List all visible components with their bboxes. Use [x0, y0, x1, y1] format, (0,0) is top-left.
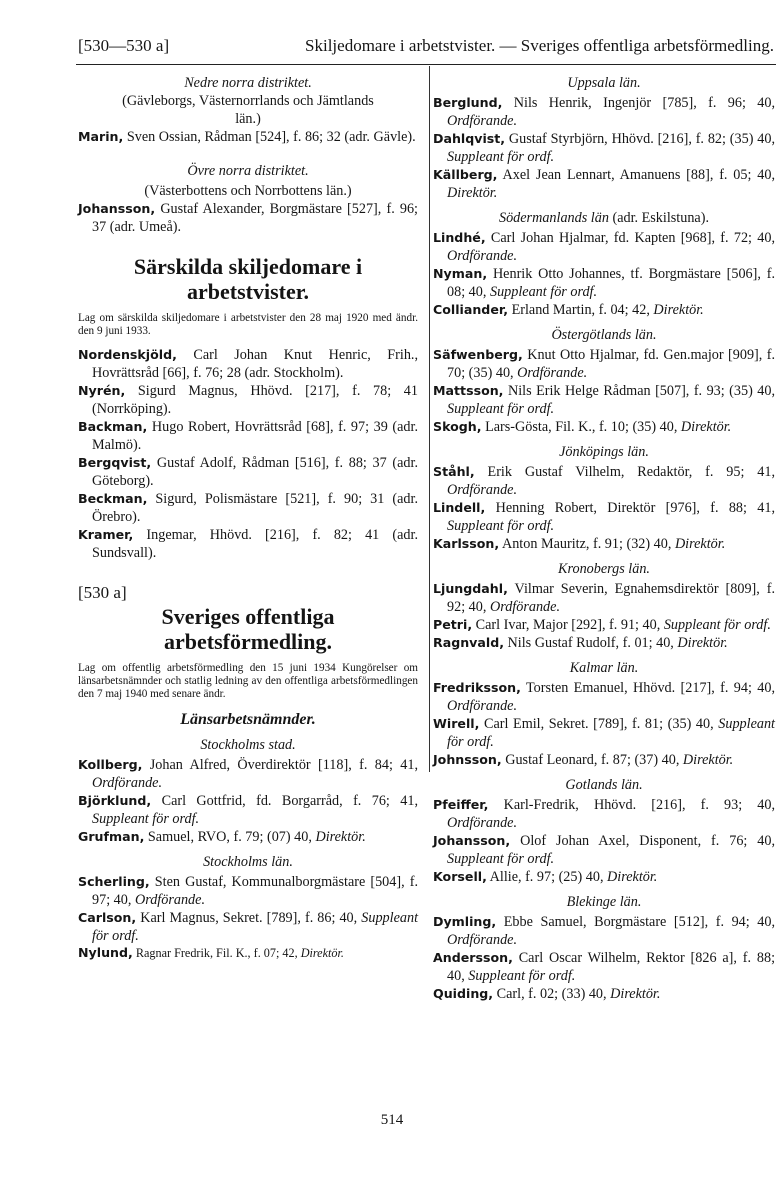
list-item: [78, 346, 418, 382]
entry-text: Karl Magnus, Sekret. [789], f. 86; 40,: [140, 910, 358, 926]
entry-role: Suppleant för ordf.: [447, 518, 555, 534]
list-item: [433, 499, 775, 535]
entry-role: Direktör.: [674, 536, 726, 552]
region-heading: Kronobergs län.: [558, 561, 650, 577]
entry-name: Lindhé,: [433, 230, 486, 245]
list-item: [433, 796, 775, 832]
section-title: Särskilda skiljedomare i arbetstvister.: [133, 254, 363, 304]
entry-name: Beckman,: [78, 491, 148, 506]
entry-name: Backman,: [78, 419, 148, 434]
list-item: [78, 873, 418, 909]
region-heading: Östergötlands län.: [551, 327, 657, 343]
entry-name: Ragnvald,: [433, 635, 504, 650]
entry-text: Sigurd Magnus, Hhövd. [217], f. 78; 41 (Norrköping).: [92, 383, 418, 417]
entry-name: Dahlqvist,: [433, 131, 506, 146]
law-reference: Lag om offentlig arbetsförmedling den 15 juni 1934 Kungörelser om länsarbetsnämnder och statlig ledning av den offentliga arbetsförmedlingen den 7 maj 1940 med senare ändr.: [78, 662, 418, 700]
entry-text: Allie, f. 97; (25) 40,: [489, 869, 604, 885]
district-heading: Övre norra distriktet.: [187, 163, 309, 179]
entry-text: Henning Robert, Direktör [976], f. 88; 41,: [495, 500, 776, 516]
entry-role: Direktör.: [677, 635, 728, 651]
entry-name: Johnsson,: [433, 752, 502, 767]
entry-text: Torsten Emanuel, Hhövd. [217], f. 94; 40,: [525, 680, 775, 696]
entry-text: Johan Alfred, Överdirektör [118], f. 84; 41,: [149, 757, 418, 773]
entry-text: Gustaf Leonard, f. 87; (37) 40,: [505, 752, 680, 768]
right-column: [433, 74, 775, 1003]
entry-name: Berglund,: [433, 95, 503, 110]
list-item: [433, 418, 775, 436]
list-item: [78, 454, 418, 490]
entry-name: Säfwenberg,: [433, 347, 523, 362]
list-item: [433, 949, 775, 985]
list-item: [78, 382, 418, 418]
entry-role: Suppleant för ordf.: [447, 401, 555, 417]
entry-text: Erland Martin, f. 04; 42,: [511, 302, 650, 318]
entry-text: Carl Oscar Wilhelm, Rektor [826 a], f. 88; 40,: [447, 950, 776, 984]
header-rule: [76, 64, 776, 65]
entry-name: Nyrén,: [78, 383, 126, 398]
entry-text: Henrik Otto Johannes, tf. Borgmästare [506], f. 08; 40,: [447, 266, 775, 300]
entry-text: Nils Erik Helge Rådman [507], f. 93; (35) 40,: [507, 383, 776, 399]
entry-text: Sten Gustaf, Kommunalborgmästare [504], f. 97; 40,: [92, 874, 419, 908]
entry-text: Sigurd, Polismästare [521], f. 90; 31 (adr. Örebro).: [92, 491, 419, 525]
entry-text: Karl-Fredrik, Hhövd. [216], f. 93; 40,: [503, 797, 776, 813]
region-heading: Kalmar län.: [569, 660, 639, 676]
list-item: [433, 580, 775, 616]
entry-text: Carl Johan Knut Henric, Frih., Hovrättsråd [66], f. 76; 28 (adr. Stockholm).: [92, 347, 419, 381]
entry-role: Suppleant för ordf.: [92, 811, 200, 827]
entry-name: Johansson,: [78, 201, 156, 216]
list-item: [433, 913, 775, 949]
list-item: [433, 616, 775, 634]
list-item: [433, 868, 775, 886]
column-divider: [429, 66, 430, 772]
entry-text: Carl Ivar, Major [292], f. 91; 40,: [475, 617, 661, 633]
entry-name: Korsell,: [433, 869, 487, 884]
list-item: [78, 828, 418, 846]
list-item: [433, 535, 775, 553]
district-note: (Västerbottens och Norrbottens län.): [144, 183, 352, 199]
list-item: [433, 382, 775, 418]
list-item: [433, 463, 775, 499]
left-column: [78, 74, 418, 961]
region-heading: Jönköpings län.: [559, 444, 649, 460]
entry-text: Gustaf Alexander, Borgmästare [527], f. 96; 37 (adr. Umeå).: [92, 201, 419, 235]
entry-name: Nordenskjöld,: [78, 347, 177, 362]
list-item: [433, 130, 775, 166]
header-section-range: [530—530 a]: [78, 36, 170, 55]
region-heading: [433, 209, 775, 227]
entry-role: Direktör.: [682, 752, 734, 768]
region-name: Södermanlands län: [498, 210, 609, 226]
entry-role: Direktör.: [300, 946, 344, 960]
list-item: [78, 200, 418, 236]
list-item: [433, 346, 775, 382]
list-item: [433, 832, 775, 868]
entry-name: Kollberg,: [78, 757, 143, 772]
entry-role: Ordförande.: [447, 113, 518, 129]
list-item: [433, 265, 775, 301]
list-item: [78, 756, 418, 792]
entry-name: Skogh,: [433, 419, 482, 434]
list-item: [78, 909, 418, 945]
entry-role: Ordförande.: [92, 775, 163, 791]
entry-role: Suppleant för ordf.: [489, 284, 598, 300]
entry-text: Ragnar Fredrik, Fil. K., f. 07; 42,: [135, 946, 298, 960]
entry-role: Direktör.: [447, 185, 498, 201]
entry-text: Knut Otto Hjalmar, fd. Gen.major [909], f. 70; (35) 40,: [447, 347, 776, 381]
running-header: [78, 36, 774, 56]
region-heading: Gotlands län.: [565, 777, 643, 793]
region-heading: Uppsala län.: [567, 75, 641, 91]
entry-text: Anton Mauritz, f. 91; (32) 40,: [501, 536, 672, 552]
entry-name: Grufman,: [78, 829, 145, 844]
entry-name: Karlsson,: [433, 536, 500, 551]
region-heading: Blekinge län.: [566, 894, 642, 910]
entry-text: Nils Gustaf Rudolf, f. 01; 40,: [507, 635, 674, 651]
district-heading: Nedre norra distriktet.: [184, 75, 312, 91]
entry-name: Quiding,: [433, 986, 494, 1001]
district-note: (Gävleborgs, Västernorrlands och Jämtlands län.): [122, 93, 374, 127]
entry-text: Carl Emil, Sekret. [789], f. 81; (35) 40,: [484, 716, 714, 732]
list-item: [78, 945, 418, 961]
entry-name: Lindell,: [433, 500, 486, 515]
entry-name: Nylund,: [78, 945, 133, 960]
region-heading: Stockholms län.: [203, 854, 293, 870]
entry-role: Suppleant för ordf.: [92, 910, 419, 944]
entry-name: Källberg,: [433, 167, 498, 182]
entry-name: Mattsson,: [433, 383, 504, 398]
entry-text: Sven Ossian, Rådman [524], f. 86; 32 (adr. Gävle).: [126, 129, 416, 145]
entry-name: Carlson,: [78, 910, 137, 925]
region-heading: Stockholms stad.: [200, 737, 296, 753]
entry-role: Ordförande.: [447, 698, 518, 714]
entry-role: Suppleant för ordf.: [663, 617, 771, 633]
region-address: (adr. Eskilstuna).: [612, 210, 710, 226]
list-item: [78, 490, 418, 526]
entry-role: Suppleant för ordf.: [447, 851, 555, 867]
entry-role: Ordförande.: [447, 482, 518, 498]
list-item: [78, 418, 418, 454]
entry-role: Ordförande.: [134, 892, 205, 908]
entry-role: Suppleant för ordf.: [447, 149, 555, 165]
entry-name: Björklund,: [78, 793, 152, 808]
entry-text: Carl Gottfrid, fd. Borgarråd, f. 76; 41,: [161, 793, 419, 809]
subsection-title: Länsarbetsnämnder.: [180, 711, 316, 728]
list-item: [433, 715, 775, 751]
entry-role: Direktör.: [680, 419, 732, 435]
entry-name: Colliander,: [433, 302, 509, 317]
entry-name: Andersson,: [433, 950, 513, 965]
header-title: Skiljedomare i arbetstvister. — Sveriges offentliga arbetsförmedling.: [305, 36, 774, 55]
list-item: [433, 229, 775, 265]
list-item: [433, 679, 775, 715]
entry-role: Ordförande.: [517, 365, 588, 381]
list-item: [433, 301, 775, 319]
entry-name: Pfeiffer,: [433, 797, 489, 812]
entry-name: Fredriksson,: [433, 680, 521, 695]
list-item: [433, 634, 775, 652]
list-item: [433, 985, 775, 1003]
entry-name: Bergqvist,: [78, 455, 152, 470]
entry-name: Ståhl,: [433, 464, 475, 479]
entry-text: Carl, f. 02; (33) 40,: [496, 986, 607, 1002]
entry-role: Ordförande.: [447, 932, 518, 948]
entry-text: Ingemar, Hhövd. [216], f. 82; 41 (adr. Sundsvall).: [92, 527, 418, 561]
list-item: [433, 751, 775, 769]
entry-name: Kramer,: [78, 527, 134, 542]
page-number: 514: [380, 1112, 404, 1128]
entry-text: Lars-Gösta, Fil. K., f. 10; (35) 40,: [485, 419, 678, 435]
section-number: [530 a]: [78, 583, 127, 602]
entry-role: Ordförande.: [489, 599, 560, 615]
entry-text: Samuel, RVO, f. 79; (07) 40,: [147, 829, 312, 845]
entry-role: Ordförande.: [447, 248, 518, 264]
section-title: Sveriges offentliga arbetsförmedling.: [161, 604, 335, 654]
entry-role: Ordförande.: [447, 815, 518, 831]
entry-text: Vilmar Severin, Egnahemsdirektör [809], f. 92; 40,: [447, 581, 775, 615]
entry-role: Suppleant för ordf.: [447, 716, 775, 750]
entry-text: Hugo Robert, Hovrättsråd [68], f. 97; 39 (adr. Malmö).: [92, 419, 419, 453]
entry-text: Gustaf Adolf, Rådman [516], f. 88; 37 (adr. Göteborg).: [92, 455, 419, 489]
entry-text: Nils Henrik, Ingenjör [785], f. 96; 40,: [513, 95, 775, 111]
entry-role: Direktör.: [315, 829, 366, 845]
list-item: [433, 166, 775, 202]
entry-name: Wirell,: [433, 716, 480, 731]
entry-name: Marin,: [78, 129, 124, 144]
entry-text: Carl Johan Hjalmar, fd. Kapten [968], f. 72; 40,: [490, 230, 776, 246]
entry-name: Scherling,: [78, 874, 150, 889]
list-item: [433, 94, 775, 130]
list-item: [78, 128, 418, 146]
entry-role: Direktör.: [607, 869, 658, 885]
entry-role: Suppleant för ordf.: [468, 968, 576, 984]
list-item: [78, 792, 418, 828]
entry-text: Erik Gustaf Vilhelm, Redaktör, f. 95; 41,: [487, 464, 776, 480]
entry-name: Johansson,: [433, 833, 511, 848]
law-reference: Lag om särskilda skiljedomare i arbetstvister den 28 maj 1920 med ändr. den 9 juni 1933.: [78, 312, 418, 337]
entry-text: Olof Johan Axel, Disponent, f. 76; 40,: [520, 833, 776, 849]
entry-role: Direktör.: [653, 302, 704, 318]
entry-name: Petri,: [433, 617, 473, 632]
entry-text: Gustaf Styrbjörn, Hhövd. [216], f. 82; (35) 40,: [508, 131, 775, 147]
entry-name: Dymling,: [433, 914, 497, 929]
list-item: [78, 526, 418, 562]
entry-role: Direktör.: [610, 986, 661, 1002]
entry-text: Axel Jean Lennart, Amanuens [88], f. 05; 40,: [502, 167, 775, 183]
entry-name: Nyman,: [433, 266, 488, 281]
entry-name: Ljungdahl,: [433, 581, 508, 596]
entry-text: Ebbe Samuel, Borgmästare [512], f. 94; 40,: [503, 914, 775, 930]
